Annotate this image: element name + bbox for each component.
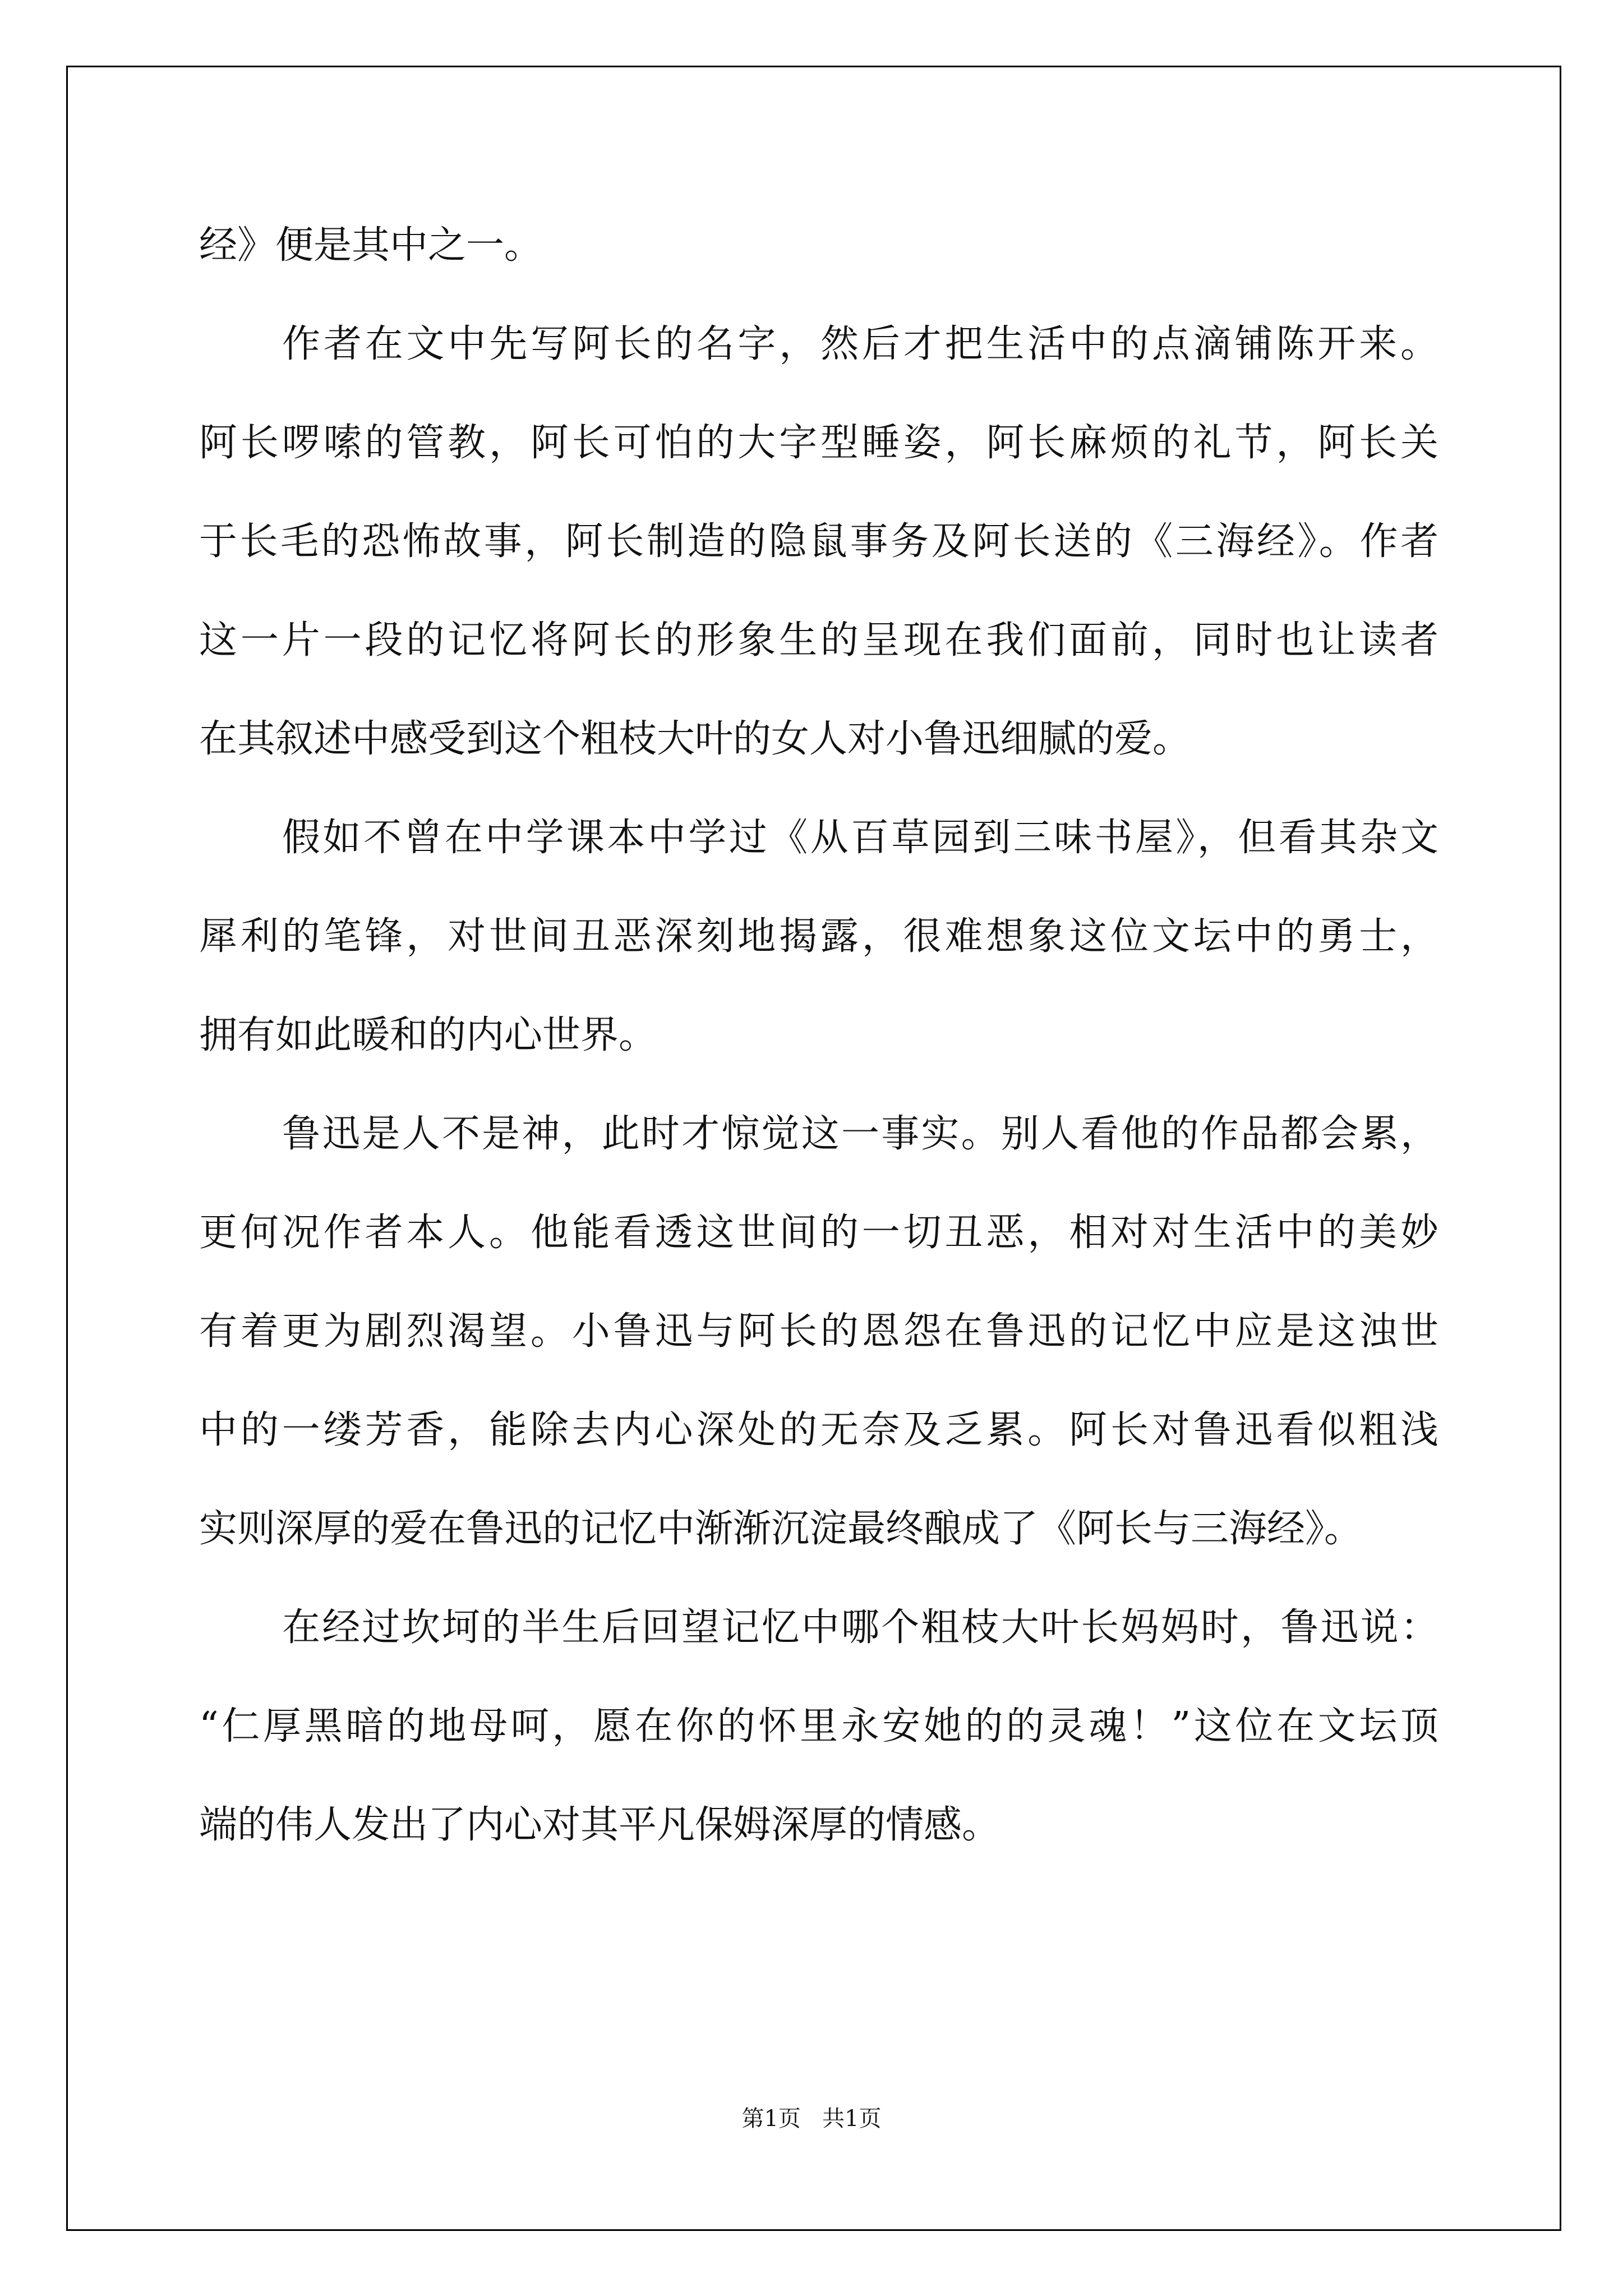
text-line: 在其叙述中感受到这个粗枝大叶的女人对小鲁迅细腻的爱。 — [199, 717, 1191, 761]
text-line: 阿长啰嗦的管教，阿长可怕的大字型睡姿，阿长麻烦的礼节，阿长关 — [199, 421, 1438, 465]
text-line: 端的伟人发出了内心对其平凡保姆深厚的情感。 — [199, 1803, 1000, 1847]
text-line: 这一片一段的记忆将阿长的形象生的呈现在我们面前，同时也让读者 — [199, 618, 1438, 662]
document-body — [199, 219, 1438, 1897]
text-line: 鲁迅是人不是神，此时才惊觉这一事实。别人看他的作品都会累， — [282, 1112, 1438, 1156]
page-footer: 第1页 共1页 — [741, 2106, 882, 2132]
text-line: 实则深厚的爱在鲁迅的记忆中渐渐沉淀最终酿成了《阿长与三海经》。 — [199, 1507, 1363, 1551]
text-line: 中的一缕芳香，能除去内心深处的无奈及乏累。阿长对鲁迅看似粗浅 — [199, 1408, 1438, 1452]
text-line: 于长毛的恐怖故事，阿长制造的隐鼠事务及阿长送的《三海经》。作者 — [199, 519, 1438, 564]
text-line: 拥有如此暖和的内心世界。 — [199, 1013, 657, 1057]
text-line: 有着更为剧烈渴望。小鲁迅与阿长的恩怨在鲁迅的记忆中应是这浊世 — [199, 1309, 1438, 1354]
text-line: 更何况作者本人。他能看透这世间的一切丑恶，相对对生活中的美妙 — [199, 1211, 1438, 1255]
text-line: 经》便是其中之一。 — [199, 223, 543, 268]
text-line: “仁厚黑暗的地母呵，愿在你的怀里永安她的的灵魂！”这位在文坛顶 — [199, 1704, 1438, 1749]
text-line: 假如不曾在中学课本中学过《从百草园到三味书屋》，但看其杂文 — [282, 816, 1438, 860]
text-line: 作者在文中先写阿长的名字，然后才把生活中的点滴铺陈开来。 — [282, 322, 1438, 366]
text-line: 犀利的笔锋，对世间丑恶深刻地揭露，很难想象这位文坛中的勇士， — [199, 914, 1438, 959]
text-line: 在经过坎坷的半生后回望记忆中哪个粗枝大叶长妈妈时，鲁迅说： — [282, 1605, 1438, 1650]
